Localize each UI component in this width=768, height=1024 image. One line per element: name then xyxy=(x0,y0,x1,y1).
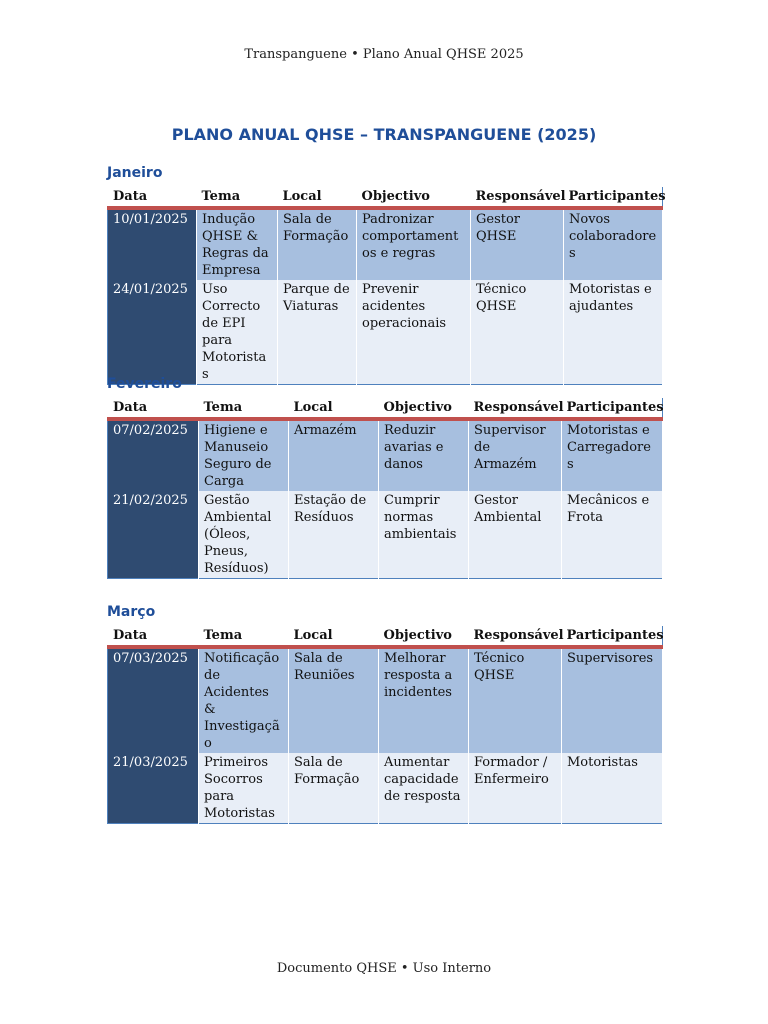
cell-objectivo: Aumentar capacidade de resposta xyxy=(379,753,469,824)
cell-local: Sala de Formação xyxy=(278,208,357,280)
cell-local: Sala de Formação xyxy=(289,753,379,824)
cell-local: Armazém xyxy=(289,419,379,491)
cell-local: Sala de Reuniões xyxy=(289,647,379,753)
cell-date: 07/03/2025 xyxy=(108,647,199,753)
cell-participantes: Motoristas xyxy=(562,753,663,824)
col-header-participantes: Participantes xyxy=(562,626,663,647)
cell-participantes: Mecânicos e Frota xyxy=(562,491,663,579)
plan-table xyxy=(107,626,663,824)
col-header-local: Local xyxy=(278,187,357,208)
plan-table xyxy=(107,187,666,385)
cell-date: 07/02/2025 xyxy=(108,419,199,491)
cell-objectivo: Prevenir acidentes operacionais xyxy=(357,280,471,385)
table-header-row xyxy=(108,398,663,419)
table-header-row xyxy=(108,626,663,647)
table-row xyxy=(108,419,663,491)
col-header-local: Local xyxy=(289,398,379,419)
cell-objectivo: Melhorar resposta a incidentes xyxy=(379,647,469,753)
cell-objectivo: Reduzir avarias e danos xyxy=(379,419,469,491)
cell-objectivo: Padronizar comportamentos e regras xyxy=(357,208,471,280)
cell-objectivo: Cumprir normas ambientais xyxy=(379,491,469,579)
cell-tema: Gestão Ambiental (Óleos, Pneus, Resíduos) xyxy=(199,491,289,579)
cell-date: 21/02/2025 xyxy=(108,491,199,579)
month-heading: Fevereiro xyxy=(107,376,182,392)
col-header-objectivo: Objectivo xyxy=(379,626,469,647)
cell-responsavel: Supervisor de Armazém xyxy=(469,419,562,491)
table-row xyxy=(108,491,663,579)
col-header-data: Data xyxy=(108,187,197,208)
table-row xyxy=(108,280,663,385)
col-header-participantes: Participantes xyxy=(562,398,663,419)
col-header-tema: Tema xyxy=(199,398,289,419)
cell-tema: Higiene e Manuseio Seguro de Carga xyxy=(199,419,289,491)
col-header-data: Data xyxy=(108,626,199,647)
table-row xyxy=(108,647,663,753)
col-header-participantes: Participantes xyxy=(564,187,663,208)
cell-responsavel: Gestor QHSE xyxy=(471,208,564,280)
cell-local: Parque de Viaturas xyxy=(278,280,357,385)
cell-tema: Primeiros Socorros para Motoristas xyxy=(199,753,289,824)
col-header-responsavel: Responsável xyxy=(469,398,562,419)
section-marco xyxy=(107,602,662,824)
cell-responsavel: Técnico QHSE xyxy=(469,647,562,753)
col-header-tema: Tema xyxy=(197,187,278,208)
cell-local: Estação de Resíduos xyxy=(289,491,379,579)
cell-date: 24/01/2025 xyxy=(108,280,197,385)
cell-responsavel: Técnico QHSE xyxy=(471,280,564,385)
month-heading: Março xyxy=(107,604,156,620)
cell-responsavel: Formador / Enfermeiro xyxy=(469,753,562,824)
document-title: PLANO ANUAL QHSE – TRANSPANGUENE (2025) xyxy=(171,125,597,144)
cell-responsavel: Gestor Ambiental xyxy=(469,491,562,579)
cell-participantes: Motoristas e ajudantes xyxy=(564,280,663,385)
cell-tema: Indução QHSE & Regras da Empresa xyxy=(197,208,278,280)
col-header-objectivo: Objectivo xyxy=(379,398,469,419)
plan-table xyxy=(107,398,663,579)
section-janeiro xyxy=(107,163,666,385)
section-fevereiro xyxy=(107,374,662,579)
col-header-tema: Tema xyxy=(199,626,289,647)
running-footer: Documento QHSE • Uso Interno xyxy=(276,961,492,976)
cell-participantes: Supervisores xyxy=(562,647,663,753)
table-row xyxy=(108,753,663,824)
cell-participantes: Motoristas e Carregadores xyxy=(562,419,663,491)
month-heading: Janeiro xyxy=(107,165,163,181)
cell-tema: Notificação de Acidentes & Investigação xyxy=(199,647,289,753)
table-row xyxy=(108,208,663,280)
col-header-responsavel: Responsável xyxy=(469,626,562,647)
table-header-row xyxy=(108,187,663,208)
col-header-responsavel: Responsável xyxy=(471,187,564,208)
col-header-objectivo: Objectivo xyxy=(357,187,471,208)
cell-date: 10/01/2025 xyxy=(108,208,197,280)
cell-participantes: Novos colaboradores xyxy=(564,208,663,280)
cell-date: 21/03/2025 xyxy=(108,753,199,824)
cell-tema: Uso Correcto de EPI para Motoristas xyxy=(197,280,278,385)
col-header-local: Local xyxy=(289,626,379,647)
col-header-data: Data xyxy=(108,398,199,419)
running-header: Transpanguene • Plano Anual QHSE 2025 xyxy=(244,47,524,62)
